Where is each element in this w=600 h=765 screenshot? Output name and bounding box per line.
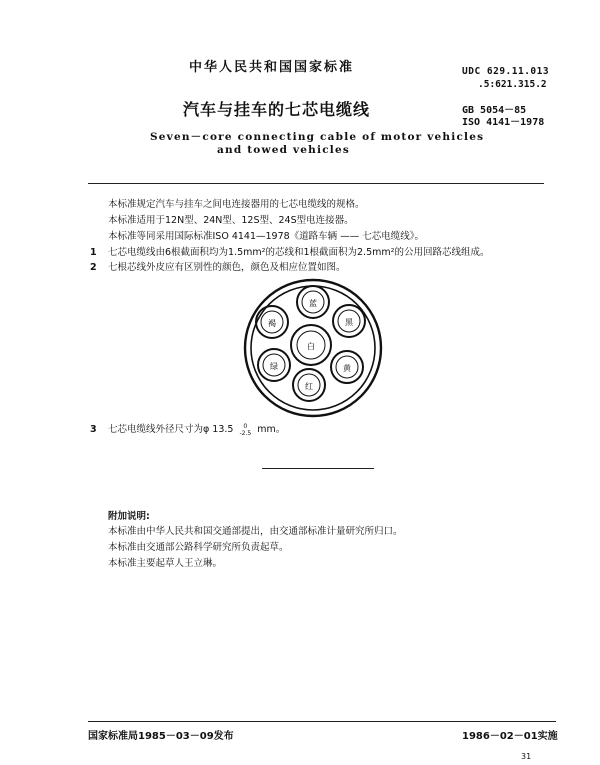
core-bottom [293,369,325,401]
clause-1 [90,244,489,258]
intro-paragraph-applicability: 本标准适用于12N型、24N型、12S型、24S型电连接器。 [108,215,354,226]
core-label-black: 黑 [345,318,353,327]
gb-standard-number: GB 5054－85 [462,105,527,116]
page-number: 31 [521,752,532,761]
core-upper-right [333,305,365,337]
clause-3-unit: mm。 [257,424,286,435]
effective-date: 1986－02－01实施 [462,731,558,742]
document-title-english-line2: and towed vehicles [217,144,350,156]
issuing-authority: 中华人民共和国国家标准 [189,60,355,75]
publication-date: 国家标准局1985－03－09发布 [88,731,234,742]
udc-code-line1: UDC 629.11.013 [462,66,550,77]
clause-3 [90,421,285,437]
core-label-yellow: 黄 [343,364,351,373]
core-label-blue: 蓝 [309,299,317,308]
cable-cross-section-diagram [236,278,392,418]
core-label-white: 白 [307,342,315,351]
document-title-english-line1: Seven－core connecting cable of motor vehicles [150,131,485,143]
diameter-tolerance [239,423,251,437]
footer-divider [88,721,556,722]
notes-line-author: 本标准主要起草人王立琳。 [108,558,223,569]
clause-3-number: 3 [90,424,97,435]
core-top [297,286,329,318]
udc-code-line2: .5:621.315.2 [478,79,547,90]
core-label-brown: 褐 [268,319,276,328]
clause-3-text: 七芯电缆线外径尺寸为φ 13.5 [108,424,234,435]
core-upper-left [256,306,288,338]
notes-heading: 附加说明: [108,511,150,522]
notes-line-proposer: 本标准由中华人民共和国交通部提出，由交通部标准计量研究所归口。 [108,526,403,537]
document-title-chinese: 汽车与挂车的七芯电缆线 [183,100,371,119]
core-label-red: 红 [305,382,313,391]
core-center-common-return [291,325,331,365]
core-lower-left [258,349,290,381]
intro-paragraph-scope: 本标准规定汽车与挂车之间电连接器用的七芯电缆线的规格。 [108,199,365,210]
header-divider [88,183,544,184]
intro-paragraph-equivalence: 本标准等同采用国际标准ISO 4141—1978《道路车辆 —— 七芯电缆线》。 [108,231,424,242]
tolerance-lower: -2.5 [239,429,252,437]
tolerance-upper: 0 [243,422,248,430]
clause-1-text: 七芯电缆线由6根截面积均为1.5mm²的芯线和1根截面积为2.5mm²的公用回路芯线组成。 [108,247,490,258]
clause-1-number: 1 [90,247,97,258]
clause-2-text: 七根芯线外皮应有区别性的颜色，颜色及相应位置如图。 [108,262,346,273]
notes-line-drafter: 本标准由交通部公路科学研究所负责起草。 [108,542,289,553]
section-divider [262,468,374,469]
core-label-green: 绿 [270,362,278,371]
clause-2-number: 2 [90,262,97,273]
iso-standard-number: ISO 4141－1978 [462,117,545,128]
core-lower-right [331,351,363,383]
clause-2 [90,259,346,273]
